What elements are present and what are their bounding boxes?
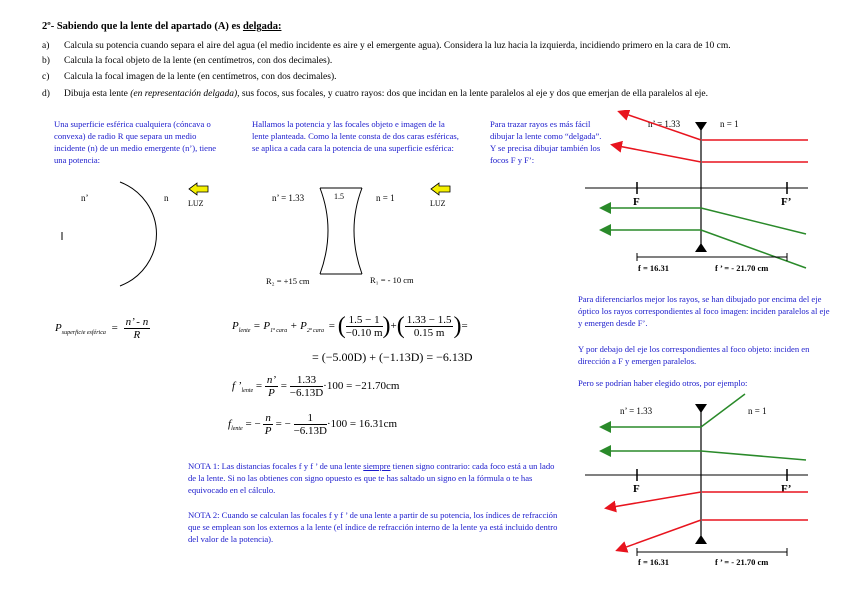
d2-green-ray-incident-2 — [701, 451, 806, 460]
ray-diagram-1 — [580, 110, 820, 280]
light-arrow-icon — [189, 183, 208, 195]
lens-n-right: n = 1 — [376, 193, 395, 203]
question-c: c) Calcula la focal imagen de la lente (en centímetros, con dos decimales). — [42, 72, 337, 82]
d1-red-ray-emergent-2 — [613, 145, 701, 162]
col1-note: Una superficie esférica cualquiera (cóncava o convexa) de radio R que separa un medio incidente (n) de un medio emergente (n’), tiene una potencia: — [54, 119, 217, 165]
d1-fp-label: f ’ = - 21.70 cm — [715, 263, 769, 273]
d1-n-right: n = 1 — [720, 119, 739, 129]
d2-lens-top-marker — [695, 404, 707, 413]
r1-label: R₁ = - 10 cm — [370, 275, 414, 285]
d2-red-ray-emergent-2 — [618, 520, 701, 550]
luz-label: LUZ — [430, 199, 446, 208]
n-label: n — [164, 193, 169, 203]
d1-red-ray-emergent-1 — [620, 112, 701, 140]
lens-power-result: = (−5.00D) + (−1.13D) = −6.13D — [312, 350, 473, 364]
d1-lens-top-marker — [695, 122, 707, 131]
d2-Fp-label: F’ — [781, 483, 792, 495]
d1-green-ray-incident-1 — [701, 208, 806, 234]
lens-n-left: n’ = 1.33 — [272, 193, 305, 203]
thick-lens-figure — [258, 180, 468, 290]
d2-n-right: n = 1 — [748, 406, 767, 416]
lens-n-mid: 1.5 — [334, 192, 344, 201]
d2-lens-bottom-marker — [695, 535, 707, 544]
d1-n-left: n’ = 1.33 — [648, 119, 681, 129]
light-arrow-icon — [431, 183, 450, 195]
question-a: a) Calcula su potencia cuando separa el aire del agua (el medio incidente es aire y el emergente agua). Considera la luz hacia la izquierda, incidiendo primero en la cara de 10 cm. — [42, 41, 731, 51]
col3-note: Para trazar rayos es más fácil dibujar la lente como “delgada”. Y se precisa dibujar también los focos F y F’: — [490, 119, 602, 165]
d2-F-label: F — [633, 483, 640, 495]
ray-diagram-2 — [580, 392, 820, 572]
col2-note: Hallamos la potencia y las focales objeto e imagen de la lente planteada. Como la lente consta de dos caras esféricas, se aplica a cada cara la potencia de una superficie esférica: — [252, 119, 459, 153]
spherical-surface-arc — [120, 182, 156, 286]
d2-f-label: f = 16.31 — [638, 557, 670, 567]
question-b: b) Calcula la focal objeto de la lente (en centímetros, con dos decimales). — [42, 56, 333, 66]
d1-Fp-label: F’ — [781, 196, 792, 208]
d1-f-label: f = 16.31 — [638, 263, 670, 273]
col3-explain-3: Pero se podrían haber elegido otros, por ejemplo: — [578, 378, 748, 388]
d2-fp-label: f ’ = - 21.70 cm — [715, 557, 769, 567]
surface-power-formula: $P_{superficie esférica}$ = $\frac{n’ - n}{R}$ — [55, 316, 149, 341]
d2-green-ray-incident-1 — [701, 394, 745, 427]
nota-2: NOTA 2: Cuando se calculan las focales f y f ’ de una lente a partir de su potencia, los índices de refracción que se emplean son los externos a la lente (el índice de refracción interno de la lente ya está incluido dentro del valor de la potencia). — [188, 510, 558, 544]
d2-n-left: n’ = 1.33 — [620, 406, 653, 416]
d1-F-label: F — [633, 196, 640, 208]
lens-power-formula: $P_{lente} = P_{1ª cara} + P_{2ª cara}$ = ( $\frac{1.5 - 1}{-0.10 m}$ )+( $\frac{1.33 - 1.5}{0.15 m}$ )= — [232, 313, 468, 339]
lens-right-face — [354, 188, 362, 274]
lens-left-face — [320, 188, 328, 274]
image-focal-formula: f $’_{lente}$ = $\frac{n’}{P}$ = $\frac{1.33}{-6.13D}$ ·100 = −21.70cm — [232, 374, 400, 399]
question-d: d) Dibuja esta lente (en representación delgada), sus focos, sus focales, y cuatro rayos: dos que incidan en la lente paralelos al eje y dos que emerjan de ella paralelos al eje. — [42, 89, 709, 99]
spherical-surface-figure — [50, 180, 230, 290]
r2-label: R₂ = +15 cm — [266, 276, 310, 286]
nota-1: NOTA 1: Las distancias focales f y f ’ de una lente siempre tienen signo contrario: cada foco está a un lado de la lente. Si no las obtienes con signo opuesto es que te has saltado un signo en la fórmula o te has equivocado en el cálculo. — [188, 461, 555, 495]
col3-explain-1: Para diferenciarlos mejor los rayos, se han dibujado por encima del eje óptico los rayos correspondientes al foco imagen: inciden paralelos al eje y emergen desde F’. — [578, 294, 830, 328]
n-prime-label: n’ — [81, 193, 89, 203]
d2-red-ray-emergent-1 — [607, 492, 701, 508]
page-title: 2º- Sabiendo que la lente del apartado (A) es delgada: — [42, 21, 282, 32]
object-focal-formula: $f_{lente}$ = − $\frac{n}{P}$ = − $\frac{1}{-6.13D}$ ·100 = 16.31cm — [228, 412, 398, 437]
luz-label: LUZ — [188, 199, 204, 208]
d1-lens-bottom-marker — [695, 243, 707, 252]
col3-explain-2: Y por debajo del eje los correspondientes al foco objeto: inciden en dirección a F y emergen paralelos. — [578, 344, 810, 366]
